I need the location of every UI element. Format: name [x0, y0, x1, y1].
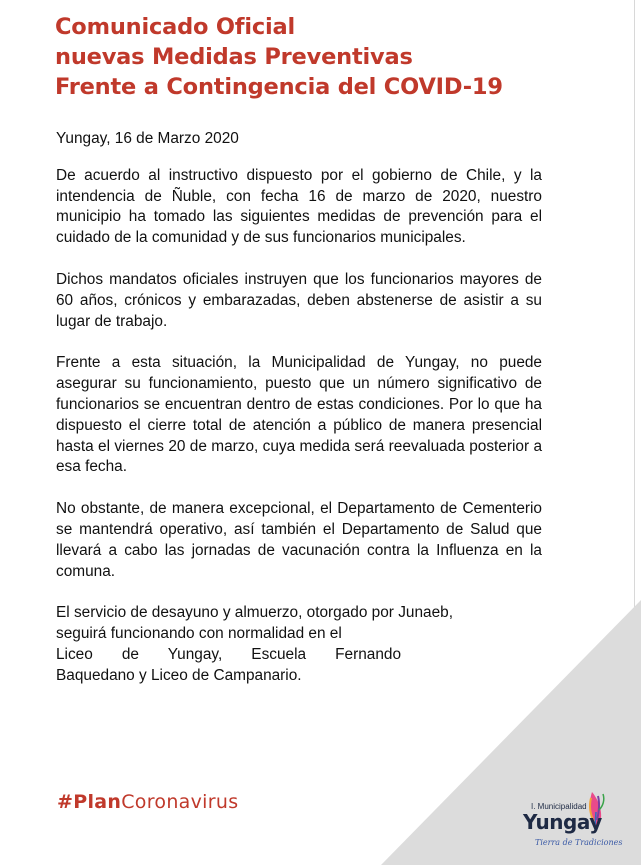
logo-name: Yungay [523, 810, 602, 834]
title-line-2: nuevas Medidas Preventivas [55, 44, 413, 70]
paragraph-3: Frente a esta situación, la Municipalidad de Yungay, no puede asegurar su funcionamiento, puesto que un número significativo de funcionarios se encuentran dentro de estas condiciones. Por lo que ha dispuesto el cierre total de atención a público de manera presencial hasta el viernes 20 de marzo, cuya medida será reevaluada posterior a esa fecha. [56, 354, 542, 476]
paragraph-2: Dichos mandatos oficiales instruyen que los funcionarios mayores de 60 años, crónicos y embarazadas, deben abstenerse de asistir a su lugar de trabajo. [56, 270, 542, 330]
logo-tagline: Tierra de Tradiciones [535, 838, 623, 847]
hashtag-plan-coronavirus [57, 791, 238, 813]
document-title [55, 12, 595, 102]
hashtag-light: Coronavirus [121, 791, 239, 813]
paragraph-4: No obstante, de manera excepcional, el Departamento de Cementerio se mantendrá operativo, así también el Departamento de Salud que llevará a cabo las jornadas de vacunación contra la Influenza en la comuna. [56, 500, 542, 580]
paragraph-5-line-2: seguirá funcionando con normalidad en el [56, 625, 342, 643]
hashtag-strong: Plan [73, 791, 122, 813]
logo-municipality-text: I. Municipalidad [531, 802, 587, 811]
paragraph-1: De acuerdo al instructivo dispuesto por el gobierno de Chile, y la intendencia de Ñuble, con fecha 16 de marzo de 2020, nuestro municipio ha tomado las siguientes medidas de prevención para el cuidado de la comunidad y de sus funcionarios municipales. [56, 166, 542, 247]
title-line-3: Frente a Contingencia del COVID-19 [55, 74, 503, 100]
document-date: Yungay, 16 de Marzo 2020 [56, 130, 239, 147]
document-body [56, 129, 542, 708]
title-line-1: Comunicado Oficial [55, 14, 296, 40]
municipality-logo [515, 788, 623, 858]
paragraph-5-line-1: El servicio de desayuno y almuerzo, otorgado por Junaeb, [56, 604, 453, 622]
paragraph-5 [56, 603, 542, 686]
paragraph-5-line-4: Baquedano y Liceo de Campanario. [56, 666, 302, 684]
paragraph-5-line-3: Liceo de Yungay, Escuela Fernando [56, 645, 401, 663]
hashtag-symbol: # [57, 791, 74, 813]
